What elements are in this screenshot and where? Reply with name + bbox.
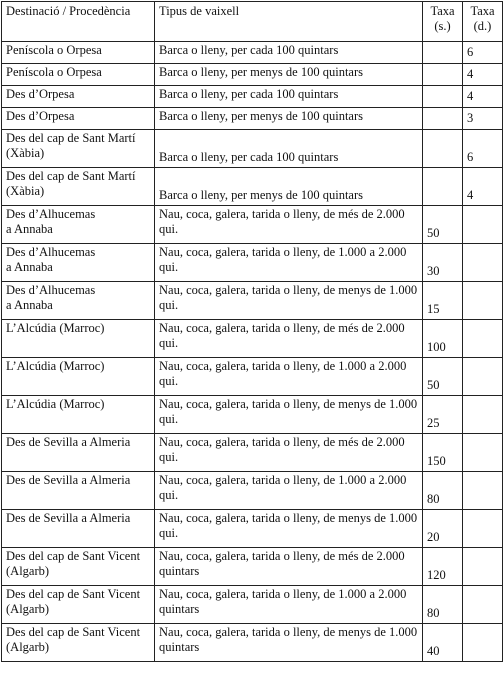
header-tax-s: Taxa (s.) (423, 2, 463, 42)
cell-tax-s: 30 (423, 244, 463, 282)
cell-destination: Des del cap de Sant Martí (Xàbia) (2, 130, 155, 168)
cell-vessel-type: Barca o lleny, per cada 100 quintars (155, 130, 423, 168)
cell-vessel-type: Nau, coca, galera, tarida o lleny, de menys de 1.000 qui. (155, 510, 423, 548)
cell-destination: L’Alcúdia (Marroc) (2, 320, 155, 358)
cell-tax-s: 80 (423, 472, 463, 510)
cell-tax-d: 3 (463, 108, 503, 130)
table-row (2, 358, 503, 396)
cell-destination: Des del cap de Sant Vicent (Algarb) (2, 548, 155, 586)
table-row (2, 206, 503, 244)
cell-vessel-type: Nau, coca, galera, tarida o lleny, de 1.000 a 2.000 quintars (155, 586, 423, 624)
cell-tax-d (463, 358, 503, 396)
table-row (2, 130, 503, 168)
cell-tax-d (463, 206, 503, 244)
cell-vessel-type: Nau, coca, galera, tarida o lleny, de menys de 1.000 quintars (155, 624, 423, 662)
header-vessel-type: Tipus de vaixell (155, 2, 423, 42)
table-row (2, 244, 503, 282)
table-body (2, 42, 503, 662)
table-header (2, 2, 503, 42)
tax-table (1, 1, 503, 662)
cell-vessel-type: Barca o lleny, per cada 100 quintars (155, 42, 423, 64)
table-row (2, 624, 503, 662)
cell-tax-d (463, 320, 503, 358)
cell-vessel-type: Barca o lleny, per menys de 100 quintars (155, 168, 423, 206)
cell-destination: Des del cap de Sant Martí (Xàbia) (2, 168, 155, 206)
header-destination: Destinació / Procedència (2, 2, 155, 42)
cell-destination: Peníscola o Orpesa (2, 64, 155, 86)
cell-tax-d (463, 472, 503, 510)
cell-vessel-type: Nau, coca, galera, tarida o lleny, de més de 2.000 qui. (155, 206, 423, 244)
cell-destination: Des d’Alhucemas a Annaba (2, 282, 155, 320)
cell-destination: Des d’Orpesa (2, 108, 155, 130)
table-row (2, 586, 503, 624)
cell-vessel-type: Nau, coca, galera, tarida o lleny, de més de 2.000 qui. (155, 434, 423, 472)
cell-tax-d (463, 396, 503, 434)
cell-tax-s: 100 (423, 320, 463, 358)
table-row (2, 548, 503, 586)
cell-vessel-type: Nau, coca, galera, tarida o lleny, de 1.000 a 2.000 qui. (155, 358, 423, 396)
cell-tax-d (463, 434, 503, 472)
table-row (2, 472, 503, 510)
cell-destination: L’Alcúdia (Marroc) (2, 358, 155, 396)
cell-tax-s (423, 168, 463, 206)
cell-destination: L’Alcúdia (Marroc) (2, 396, 155, 434)
cell-vessel-type: Nau, coca, galera, tarida o lleny, de 1.000 a 2.000 qui. (155, 472, 423, 510)
cell-tax-d (463, 586, 503, 624)
table-row (2, 108, 503, 130)
cell-tax-s: 20 (423, 510, 463, 548)
table-row (2, 320, 503, 358)
cell-vessel-type: Nau, coca, galera, tarida o lleny, de més de 2.000 qui. (155, 320, 423, 358)
cell-tax-d (463, 510, 503, 548)
table-row (2, 168, 503, 206)
cell-vessel-type: Nau, coca, galera, tarida o lleny, de 1.000 a 2.000 qui. (155, 244, 423, 282)
cell-destination: Des de Sevilla a Almeria (2, 434, 155, 472)
cell-tax-d (463, 282, 503, 320)
cell-tax-s (423, 130, 463, 168)
cell-tax-d: 4 (463, 64, 503, 86)
cell-vessel-type: Nau, coca, galera, tarida o lleny, de més de 2.000 quintars (155, 548, 423, 586)
cell-destination: Des de Sevilla a Almeria (2, 510, 155, 548)
cell-tax-s: 40 (423, 624, 463, 662)
cell-tax-s: 50 (423, 358, 463, 396)
table-row (2, 434, 503, 472)
cell-destination: Des del cap de Sant Vicent (Algarb) (2, 624, 155, 662)
header-tax-d: Taxa (d.) (463, 2, 503, 42)
cell-tax-d: 4 (463, 168, 503, 206)
cell-tax-s: 50 (423, 206, 463, 244)
cell-tax-d (463, 624, 503, 662)
table-row (2, 510, 503, 548)
cell-tax-d: 4 (463, 86, 503, 108)
cell-destination: Des d’Alhucemas a Annaba (2, 244, 155, 282)
cell-tax-s: 80 (423, 586, 463, 624)
table-row (2, 86, 503, 108)
table-row (2, 396, 503, 434)
cell-tax-s (423, 64, 463, 86)
cell-vessel-type: Barca o lleny, per cada 100 quintars (155, 86, 423, 108)
cell-tax-d: 6 (463, 130, 503, 168)
cell-vessel-type: Nau, coca, galera, tarida o lleny, de menys de 1.000 qui. (155, 396, 423, 434)
cell-destination: Peníscola o Orpesa (2, 42, 155, 64)
cell-tax-s: 120 (423, 548, 463, 586)
cell-tax-d (463, 548, 503, 586)
cell-tax-s (423, 86, 463, 108)
cell-tax-s (423, 42, 463, 64)
cell-tax-s: 150 (423, 434, 463, 472)
table-row (2, 42, 503, 64)
cell-destination: Des de Sevilla a Almeria (2, 472, 155, 510)
table-row (2, 64, 503, 86)
cell-tax-s (423, 108, 463, 130)
cell-vessel-type: Barca o lleny, per menys de 100 quintars (155, 108, 423, 130)
cell-vessel-type: Nau, coca, galera, tarida o lleny, de menys de 1.000 qui. (155, 282, 423, 320)
cell-tax-d: 6 (463, 42, 503, 64)
cell-tax-s: 25 (423, 396, 463, 434)
table-row (2, 282, 503, 320)
cell-vessel-type: Barca o lleny, per menys de 100 quintars (155, 64, 423, 86)
cell-destination: Des d’Orpesa (2, 86, 155, 108)
cell-tax-s: 15 (423, 282, 463, 320)
cell-destination: Des d’Alhucemas a Annaba (2, 206, 155, 244)
cell-tax-d (463, 244, 503, 282)
cell-destination: Des del cap de Sant Vicent (Algarb) (2, 586, 155, 624)
